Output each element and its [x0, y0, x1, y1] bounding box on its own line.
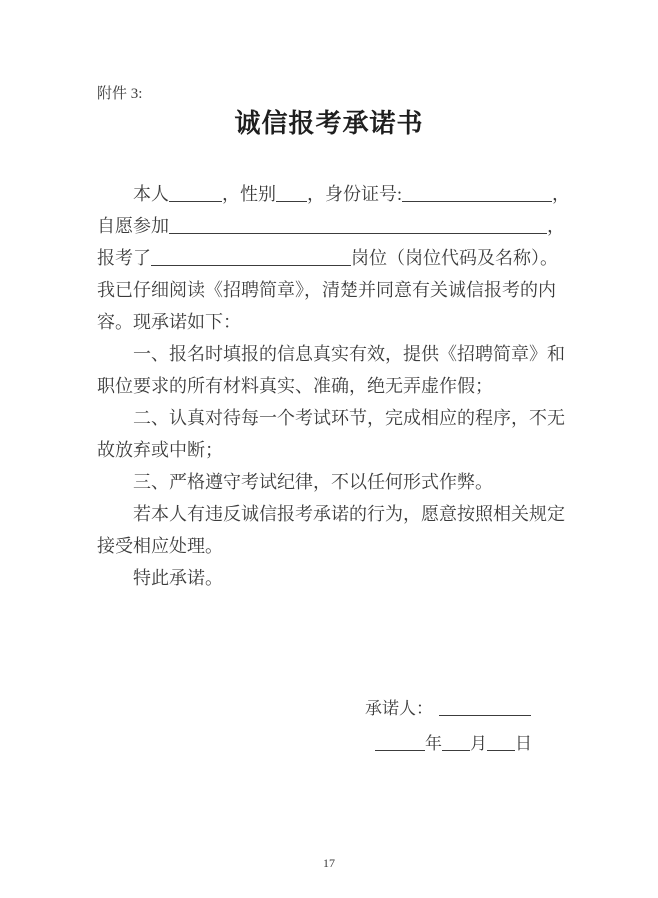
form-line-position [97, 243, 571, 275]
document-body [97, 179, 571, 595]
body-line: 接受相应处理。 [97, 536, 223, 556]
year-label: 年 [425, 734, 442, 753]
day-blank-field [487, 732, 515, 751]
form-text: 岗位（岗位代码及名称）。 [351, 248, 558, 268]
body-line: 职位要求的所有材料真实、准确，绝无弄虚作假； [97, 376, 493, 396]
signer-line [365, 694, 532, 729]
gender-blank-field [276, 183, 307, 202]
name-blank-field [169, 183, 222, 202]
form-text: ， [552, 184, 571, 204]
year-blank-field [375, 732, 425, 751]
body-line-item-3: 三、严格遵守考试纪律，不以任何形式作弊。 [133, 472, 493, 492]
form-text: 自愿参加 [97, 216, 169, 236]
body-line-item-1: 一、报名时填报的信息真实有效，提供《招聘简章》和 [133, 344, 565, 364]
month-label: 月 [470, 734, 487, 753]
form-line-personal-info [97, 179, 571, 211]
document-title: 诚信报考承诺书 [234, 108, 424, 138]
form-text: 本人 [133, 184, 169, 204]
page-number: 17 [323, 856, 335, 870]
date-line [365, 729, 532, 764]
event-blank-field [169, 215, 547, 234]
attachment-label: 附件 3: [97, 86, 143, 102]
body-line: 容。现承诺如下： [97, 312, 241, 332]
day-label: 日 [515, 734, 532, 753]
month-blank-field [442, 732, 470, 751]
signer-name-blank-field [439, 697, 531, 716]
id-number-blank-field [402, 183, 552, 202]
body-line: 我已仔细阅读《招聘简章》，清楚并同意有关诚信报考的内 [97, 280, 556, 300]
signature-block [365, 694, 532, 764]
body-line: 若本人有违反诚信报考承诺的行为，愿意按照相关规定 [133, 504, 565, 524]
body-line: 故放弃或中断； [97, 440, 223, 460]
form-line-event [97, 211, 571, 243]
body-line-item-2: 二、认真对待每一个考试环节，完成相应的程序，不无 [133, 408, 565, 428]
form-text: ， [547, 216, 565, 236]
body-line-closing: 特此承诺。 [133, 568, 223, 588]
position-blank-field [151, 247, 351, 266]
form-text: 报考了 [97, 248, 151, 268]
form-text: ，身份证号: [307, 184, 403, 204]
form-text: ，性别 [222, 184, 276, 204]
signer-label: 承诺人： [365, 699, 433, 718]
